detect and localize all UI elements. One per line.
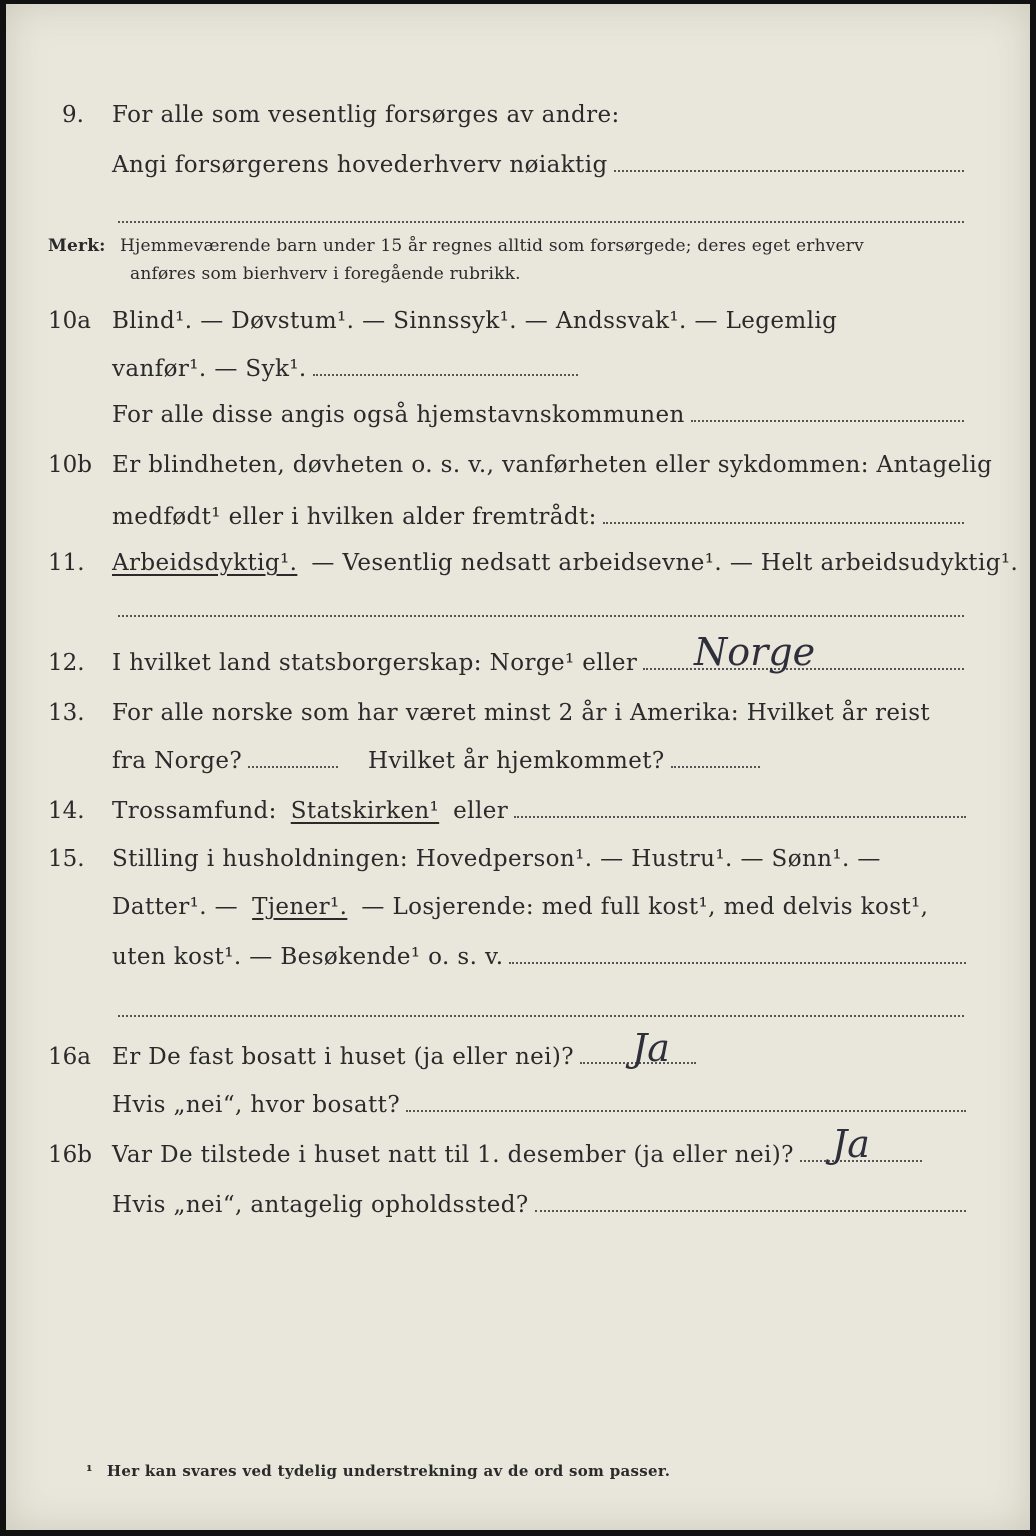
q10a-line3-text: For alle disse angis også hjemstavnskommunen (112, 402, 685, 428)
q9-line2-text: Angi forsørgerens hovederhverv nøiaktig (112, 152, 608, 178)
q9-line1: For alle som vesentlig forsørges av andre: (112, 102, 620, 128)
q16a-number: 16a (48, 1044, 91, 1070)
q10b-answer-field[interactable] (603, 521, 964, 524)
q11-extra-field[interactable] (118, 614, 964, 617)
q10b-line1: Er blindheten, døvheten o. s. v., vanførheten eller sykdommen: Antagelig (112, 452, 993, 478)
q15-line1: Stilling i husholdningen: Hovedperson¹. — Hustru¹. — Sønn¹. — (112, 846, 881, 872)
footnote (86, 1462, 670, 1480)
q16b-number: 16b (48, 1142, 92, 1168)
q13-line2b (368, 748, 760, 774)
q16b-handwritten-answer: Ja (832, 1122, 870, 1166)
q14-number: 14. (48, 798, 85, 824)
q14-answer-field[interactable] (514, 815, 966, 818)
q15-line3 (112, 944, 966, 970)
q15-underlined-option: Tjener¹. (252, 894, 348, 920)
q12-number: 12. (48, 650, 85, 676)
q11-number: 11. (48, 550, 85, 576)
q16a-handwritten-answer: Ja (632, 1026, 670, 1070)
q16b-line1 (112, 1142, 922, 1168)
q16a-residence-field[interactable] (406, 1109, 966, 1112)
q9-answer-field[interactable] (614, 169, 964, 172)
q13-number: 13. (48, 700, 85, 726)
q10a-line1: Blind¹. — Døvstum¹. — Sinnssyk¹. — Andssvak¹. — Legemlig (112, 308, 838, 334)
q16b-location-field[interactable] (535, 1209, 966, 1212)
q10a-answer-field[interactable] (313, 373, 578, 376)
merk-line1: Hjemmeværende barn under 15 år regnes alltid som forsørgede; deres eget erhverv (120, 236, 864, 256)
q16a-line1 (112, 1044, 696, 1070)
q15-answer-field[interactable] (509, 961, 966, 964)
q12-line (112, 650, 964, 676)
q14-line (112, 798, 966, 824)
q13-line2a (112, 748, 338, 774)
q15-line3-text: uten kost¹. — Besøkende¹ o. s. v. (112, 944, 504, 970)
q16a-line2-text: Hvis „nei“, hvor bosatt? (112, 1092, 401, 1118)
q14-text: Trossamfund: (112, 798, 277, 824)
merk-label: Merk: (48, 236, 106, 256)
q13-year-returned-field[interactable] (671, 765, 760, 768)
q10b-number: 10b (48, 452, 92, 478)
footnote-mark: ¹ (86, 1462, 93, 1480)
census-form-page (6, 4, 1030, 1530)
merk-line2: anføres som bierhverv i foregående rubrikk. (130, 264, 521, 284)
q16b-line2-text: Hvis „nei“, antagelig opholdssted? (112, 1192, 529, 1218)
q10a-number: 10a (48, 308, 91, 334)
q14-rest: eller (453, 798, 509, 824)
q15-line2b: — Losjerende: med full kost¹, med delvis kost¹, (361, 894, 929, 920)
q16a-line1-text: Er De fast bosatt i huset (ja eller nei)? (112, 1044, 575, 1070)
q9-number: 9. (62, 102, 84, 128)
q9-extra-field[interactable] (118, 220, 964, 223)
q12-text: I hvilket land statsborgerskap: Norge¹ eller (112, 650, 638, 676)
q15-extra-field[interactable] (118, 1014, 964, 1017)
q16b-line1-text: Var De tilstede i huset natt til 1. desember (ja eller nei)? (112, 1142, 794, 1168)
q15-line2a: Datter¹. — (112, 894, 239, 920)
q9-line2 (112, 152, 964, 178)
q10b-line2-text: medfødt¹ eller i hvilken alder fremtrådt: (112, 504, 597, 530)
q13-year-left-field[interactable] (248, 765, 338, 768)
q14-underlined-option: Statskirken¹ (290, 798, 440, 824)
q16a-line2 (112, 1092, 966, 1118)
q11-line (112, 550, 1018, 576)
q10a-line2-text: vanfør¹. — Syk¹. (112, 356, 307, 382)
q16b-line2 (112, 1192, 966, 1218)
q11-rest: — Vesentlig nedsatt arbeidsevne¹. — Helt arbeidsudyktig¹. (311, 550, 1019, 576)
q11-underlined-option: Arbeidsdyktig¹. (112, 550, 298, 576)
q15-line2 (112, 894, 928, 920)
q10a-hometown-field[interactable] (691, 419, 964, 422)
q13-line2a-text: fra Norge? (112, 748, 243, 774)
q10a-line3 (112, 402, 964, 428)
q13-line2b-text: Hvilket år hjemkommet? (368, 748, 665, 774)
q13-line1: For alle norske som har været minst 2 år i Amerika: Hvilket år reist (112, 700, 931, 726)
q12-handwritten-answer: Norge (694, 630, 816, 674)
q10a-line2 (112, 356, 578, 382)
q15-number: 15. (48, 846, 85, 872)
q10b-line2 (112, 504, 964, 530)
footnote-text: Her kan svares ved tydelig understrekning av de ord som passer. (106, 1462, 671, 1480)
